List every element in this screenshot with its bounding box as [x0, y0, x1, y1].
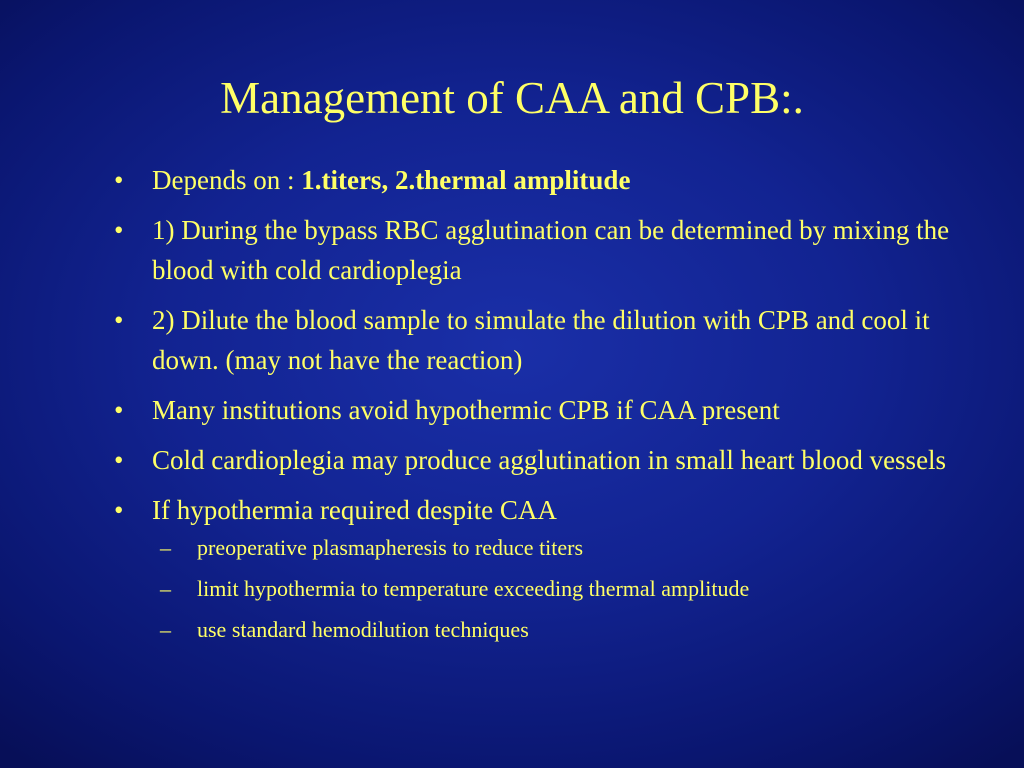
bullet-list: [112, 160, 962, 655]
bullet-emphasis: 1.titers, 2.thermal amplitude: [301, 165, 631, 195]
bullet-text: 2) Dilute the blood sample to simulate the dilution with CPB and cool it down. (may not have the reaction): [152, 305, 930, 375]
bullet-text: 1) During the bypass RBC agglutination can be determined by mixing the blood with cold cardioplegia: [152, 215, 950, 285]
bullet-marker: •: [114, 165, 124, 195]
sub-item-hemodilution: [152, 614, 962, 645]
sub-item-text: preoperative plasmapheresis to reduce titers: [197, 535, 584, 560]
bullet-item-during-bypass: [112, 210, 962, 290]
sub-bullet-marker: –: [160, 535, 171, 560]
bullet-text: Many institutions avoid hypothermic CPB if CAA present: [152, 395, 780, 425]
sub-item-text: limit hypothermia to temperature exceeding thermal amplitude: [197, 576, 750, 601]
sub-item-text: use standard hemodilution techniques: [197, 617, 529, 642]
sub-bullet-marker: –: [160, 617, 171, 642]
bullet-text: Cold cardioplegia may produce agglutination in small heart blood vessels: [152, 445, 947, 475]
bullet-item-cold-cardioplegia: [112, 440, 962, 480]
bullet-marker: •: [114, 215, 124, 245]
slide-title: Management of CAA and CPB:.: [220, 73, 804, 123]
bullet-item-dilute-sample: [112, 300, 962, 380]
sub-item-plasmapheresis: [152, 532, 962, 563]
bullet-item-depends-on: [112, 160, 962, 200]
bullet-text: Depends on :: [152, 165, 302, 195]
sub-item-limit-hypothermia: [152, 573, 962, 604]
bullet-marker: •: [114, 305, 124, 335]
bullet-item-hypothermia-required: [112, 490, 962, 645]
bullet-marker: •: [114, 495, 124, 525]
sub-bullet-marker: –: [160, 576, 171, 601]
bullet-text: If hypothermia required despite CAA: [152, 495, 557, 525]
bullet-marker: •: [114, 395, 124, 425]
bullet-item-institutions: [112, 390, 962, 430]
bullet-marker: •: [114, 445, 124, 475]
sub-bullet-list: [152, 532, 962, 645]
